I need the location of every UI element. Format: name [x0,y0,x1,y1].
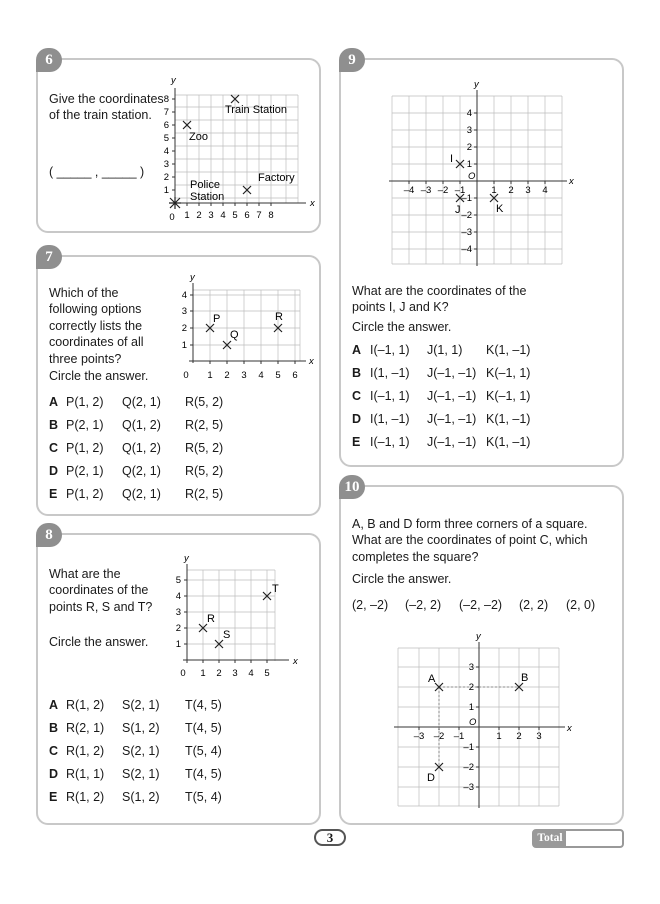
question-9-card [339,52,624,467]
point-label: Q [230,329,239,341]
option-a[interactable]: A I(–1, 1) J(1, 1) K(1, –1) [352,343,531,357]
option-e[interactable]: E P(1, 2) Q(2, 1) R(2, 5) [49,487,224,501]
point-label: K [496,203,504,215]
option-a[interactable]: A P(1, 2) Q(2, 1) R(5, 2) [49,395,224,409]
point-label: Station [190,191,225,203]
option-c[interactable]: C I(–1, 1) J(–1, –1) K(–1, 1) [352,389,531,403]
question-number: 9 [339,48,365,72]
point-label: Zoo [189,131,208,143]
origin-label: O [468,171,476,182]
choice[interactable]: (2, –2) [352,598,389,612]
coordinate-grid [171,549,306,679]
grid-lines [193,290,300,361]
y-tick: 4 [466,108,472,119]
y-tick: 8 [163,94,169,105]
y-tick: 1 [466,159,472,170]
x-tick: –4 [403,185,415,196]
question-text: What are the coordinates of the points R, S and T? [49,567,153,614]
question-8-card [36,527,321,825]
coordinate-grid [391,629,576,809]
x-tick: –2 [437,185,449,196]
axes [183,564,289,663]
question-7-card [36,249,321,516]
x-tick: 4 [258,370,264,381]
y-tick: 4 [175,591,181,602]
y-tick: 4 [163,146,169,157]
coordinate-grid [172,271,320,381]
y-tick: 2 [175,623,181,634]
instruction: Circle the answer. [352,320,452,334]
option-c[interactable]: C P(1, 2) Q(1, 2) R(5, 2) [49,441,224,455]
origin-label: 0 [183,370,189,381]
x-tick: 5 [275,370,281,381]
answer-blank[interactable]: ( _____ , _____ ) [49,165,145,179]
x-tick: 8 [268,210,274,221]
question-number: 7 [36,245,62,269]
grid-lines [187,570,275,661]
y-tick: 3 [163,159,169,170]
y-tick: 2 [466,142,472,153]
y-tick: 4 [181,290,187,301]
y-axis-label: y [476,631,481,642]
question-text: A, B and D form three corners of a square. What are the coordinates of point C, which completes the square? [352,517,588,564]
coordinate-grid [158,68,323,228]
y-tick: 3 [181,306,187,317]
option-d[interactable]: D I(1, –1) J(–1, –1) K(1, –1) [352,412,531,426]
x-tick: 2 [224,370,230,381]
y-tick: 3 [175,607,181,618]
y-tick: 1 [181,340,187,351]
x-axis-label: x [567,723,572,734]
point-label: Factory [258,172,295,184]
x-tick: 2 [508,185,514,196]
y-tick: 1 [163,185,169,196]
y-tick: –2 [463,762,474,773]
x-tick: –3 [420,185,432,196]
axes [389,90,567,266]
point-label: S [223,629,231,641]
x-tick: 1 [207,370,213,381]
x-tick: –1 [454,185,466,196]
x-tick: –1 [453,731,465,742]
question-6-card [36,52,321,233]
x-tick: 1 [184,210,190,221]
question-number: 6 [36,48,62,72]
x-tick: 5 [264,668,270,679]
question-10-card [339,479,624,825]
y-tick: –3 [463,782,474,793]
choice[interactable]: (2, 2) [519,598,549,612]
y-axis-label: y [171,75,176,86]
y-axis-label: y [190,272,195,283]
y-tick: 3 [466,125,472,136]
x-tick: 4 [248,668,254,679]
y-tick: 5 [163,133,169,144]
y-tick: –3 [461,227,472,238]
point-label: T [272,583,279,595]
choice[interactable]: (2, 0) [566,598,596,612]
x-axis-label: x [310,198,315,209]
x-tick: 6 [244,210,250,221]
y-tick: 2 [468,682,474,693]
x-tick: 2 [216,668,222,679]
option-d[interactable]: D P(2, 1) Q(2, 1) R(5, 2) [49,464,224,478]
x-tick: 5 [232,210,238,221]
x-tick: 4 [542,185,548,196]
coordinate-grid [371,76,581,271]
point-label: D [427,772,435,784]
x-tick: 2 [516,731,522,742]
point-label: I [450,153,454,165]
y-tick: 7 [163,107,169,118]
point-label: Police [190,179,220,191]
x-tick: 3 [525,185,531,196]
y-tick: –1 [463,742,474,753]
option-b[interactable]: B P(2, 1) Q(1, 2) R(2, 5) [49,418,224,432]
x-axis-label: x [569,176,574,187]
x-tick: 3 [208,210,214,221]
y-axis-label: y [474,79,479,90]
y-tick: 1 [468,702,474,713]
y-tick: 2 [181,323,187,334]
option-e[interactable]: E R(1, 2) S(1, 2) T(5, 4) [49,790,222,804]
x-tick: 3 [536,731,542,742]
point-label: A [428,673,436,685]
point-label: B [521,672,529,684]
x-tick: 4 [220,210,226,221]
y-tick: 2 [163,172,169,183]
x-tick: 3 [232,668,238,679]
question-number: 8 [36,523,62,547]
instruction: Circle the answer. [49,635,149,649]
question-number: 10 [339,475,365,499]
option-c[interactable]: C R(1, 2) S(2, 1) T(5, 4) [49,744,222,758]
origin-label: O [469,717,477,728]
page-number: 3 [314,829,346,846]
option-d[interactable]: D R(1, 1) S(2, 1) T(4, 5) [49,767,222,781]
point-label: Train Station [225,104,287,116]
x-tick: –2 [433,731,445,742]
option-a[interactable]: A R(1, 2) S(2, 1) T(4, 5) [49,698,222,712]
x-tick: 1 [200,668,206,679]
y-tick: 3 [468,662,474,673]
point-label: R [207,613,215,625]
x-tick: –3 [413,731,425,742]
y-tick: –2 [461,210,472,221]
instruction: Circle the answer. [49,369,149,383]
point-marker-police-station [169,197,181,209]
choice[interactable]: (–2, –2) [459,598,503,612]
y-axis-label: y [184,553,189,564]
point-label: J [455,204,461,216]
x-axis-label: x [293,656,298,667]
origin-label: 0 [180,668,186,679]
point-label: P [213,313,221,325]
option-e[interactable]: E I(–1, 1) J(–1, –1) K(1, –1) [352,435,531,449]
total-score-box[interactable] [532,829,624,848]
x-axis-label: x [309,356,314,367]
question-text: Give the coordinates of the train station. [49,92,164,123]
y-tick: –1 [461,193,472,204]
y-tick: 1 [175,639,181,650]
x-tick: 1 [496,731,502,742]
option-b[interactable]: B I(1, –1) J(–1, –1) K(–1, 1) [352,366,531,380]
x-tick: 3 [241,370,247,381]
y-tick: 5 [175,575,181,586]
y-tick: 6 [163,120,169,131]
question-text: Which of the following options correctly lists the coordinates of all three points? [49,286,144,366]
point-label: R [275,311,283,323]
choice[interactable]: (–2, 2) [405,598,442,612]
origin-label: 0 [169,212,175,223]
y-tick: –4 [461,244,472,255]
question-text: What are the coordinates of the points I, J and K? [352,284,527,315]
total-label: Total [534,831,566,846]
x-tick: 1 [491,185,497,196]
x-tick: 7 [256,210,262,221]
x-tick: 6 [292,370,298,381]
option-b[interactable]: B R(2, 1) S(1, 2) T(4, 5) [49,721,222,735]
instruction: Circle the answer. [352,572,452,586]
x-tick: 2 [196,210,202,221]
